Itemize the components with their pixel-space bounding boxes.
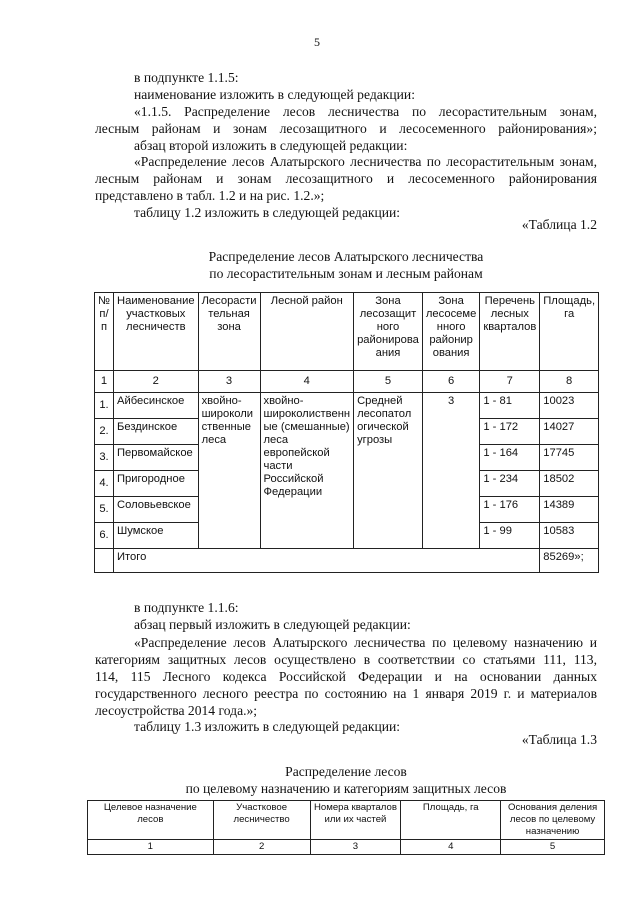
total-label: Итого (114, 549, 540, 573)
header-cell: Зона лесозащит ного районирова ания (354, 293, 423, 371)
paragraph: лесным районам и зонам лесозащитного и лесосеменного районирования»; (95, 121, 597, 136)
seed-zone-cell: 3 (422, 393, 479, 549)
column-number: 5 (354, 371, 423, 393)
header-cell: Наименование участковых лесничеств (114, 293, 199, 371)
table-row: 3. Первомайское 1 - 164 17745 (95, 445, 599, 471)
paragraph: наименование изложить в следующей редакции: (134, 87, 415, 102)
header-cell: Основания деления лесов по целевому назначению (501, 801, 605, 840)
page-number: 5 (314, 35, 320, 49)
header-cell: Перечень лесных кварталов (480, 293, 540, 371)
table-title: по целевому назначению и категориям защитных лесов (185, 781, 507, 796)
column-number: 2 (213, 840, 310, 855)
paragraph: в подпункте 1.1.5: (134, 70, 239, 85)
header-cell: Номера кварталов или их частей (310, 801, 401, 840)
column-number: 6 (422, 371, 479, 393)
forest-district-cell: хвойно- широколиственн ые (смешанные) леса европейской части Российской Федерации (260, 393, 354, 549)
paragraph: таблицу 1.3 изложить в следующей редакции: (134, 719, 401, 734)
column-number: 8 (540, 371, 599, 393)
table-row: 1. Айбесинское хвойно- широколи ственные леса хвойно- широколиственн ые (смешанные) леса европейской части Российской Федерации Средней лесопатол огической угрозы 3 1 - 81 10023 (95, 393, 599, 419)
column-number: 1 (95, 371, 114, 393)
total-row (95, 549, 599, 573)
header-cell: Целевое назначение лесов (88, 801, 214, 840)
forest-distribution-table (94, 292, 599, 573)
table-row: 5. Соловьевское 1 - 176 14389 (95, 497, 599, 523)
table-title: Распределение лесов (285, 764, 407, 779)
column-number: 2 (114, 371, 199, 393)
header-cell: Лесной район (260, 293, 354, 371)
header-cell: Лесорасти тельная зона (198, 293, 260, 371)
column-number: 3 (198, 371, 260, 393)
header-cell: Участковое лесничество (213, 801, 310, 840)
table-label: «Таблица 1.3 (521, 732, 597, 747)
protective-zone-cell: Средней лесопатол огической угрозы (354, 393, 423, 549)
column-number: 7 (480, 371, 540, 393)
forest-zone-cell: хвойно- широколи ственные леса (198, 393, 260, 549)
paragraph: «Распределение лесов Алатырского лесничества по лесорастительным зонам, (134, 154, 597, 169)
paragraph: лесным районам и зонам лесозащитного и лесосеменного районирования (95, 171, 597, 186)
header-cell: Зона лесосеме нного районир ования (422, 293, 479, 371)
header-cell: Площадь, га (540, 293, 599, 371)
paragraph: таблицу 1.2 изложить в следующей редакции: (134, 205, 401, 220)
paragraph: «Распределение лесов Алатырского лесничества по целевому назначению и (134, 635, 597, 650)
paragraph: 114, 115 Лесного кодекса Российской Федерации и на основании данных (95, 669, 597, 684)
column-number: 5 (501, 840, 605, 855)
paragraph: «1.1.5. Распределение лесов лесничества по лесорастительным зонам, (134, 104, 597, 119)
purpose-distribution-table (87, 800, 605, 855)
header-cell: Площадь, га (401, 801, 501, 840)
paragraph: лесоустройства 2014 года.»; (95, 703, 258, 718)
paragraph: представлено в табл. 1.2 и на рис. 1.2.»; (95, 188, 325, 203)
column-number: 1 (88, 840, 214, 855)
paragraph: абзац второй изложить в следующей редакции: (134, 138, 408, 153)
table-row: 2. Бездинское 1 - 172 14027 (95, 419, 599, 445)
table-title: Распределение лесов Алатырского лесничества (208, 249, 484, 264)
paragraph: абзац первый изложить в следующей редакции: (134, 617, 411, 632)
column-number: 4 (401, 840, 501, 855)
paragraph: в подпункте 1.1.6: (134, 600, 239, 615)
table-row: 6. Шумское 1 - 99 10583 (95, 523, 599, 549)
header-cell: № п/п (95, 293, 114, 371)
table-title: по лесорастительным зонам и лесным районам (209, 266, 483, 281)
total-area: 85269»; (540, 549, 599, 573)
paragraph: категориям защитных лесов осуществлено в соответствии со статьями 111, 113, (95, 652, 597, 667)
paragraph: государственного лесного реестра по состоянию на 1 января 2019 г. и материалов (95, 686, 597, 701)
column-number: 3 (310, 840, 401, 855)
table-label: «Таблица 1.2 (521, 217, 597, 232)
column-number: 4 (260, 371, 354, 393)
table-row: 4. Пригородное 1 - 234 18502 (95, 471, 599, 497)
